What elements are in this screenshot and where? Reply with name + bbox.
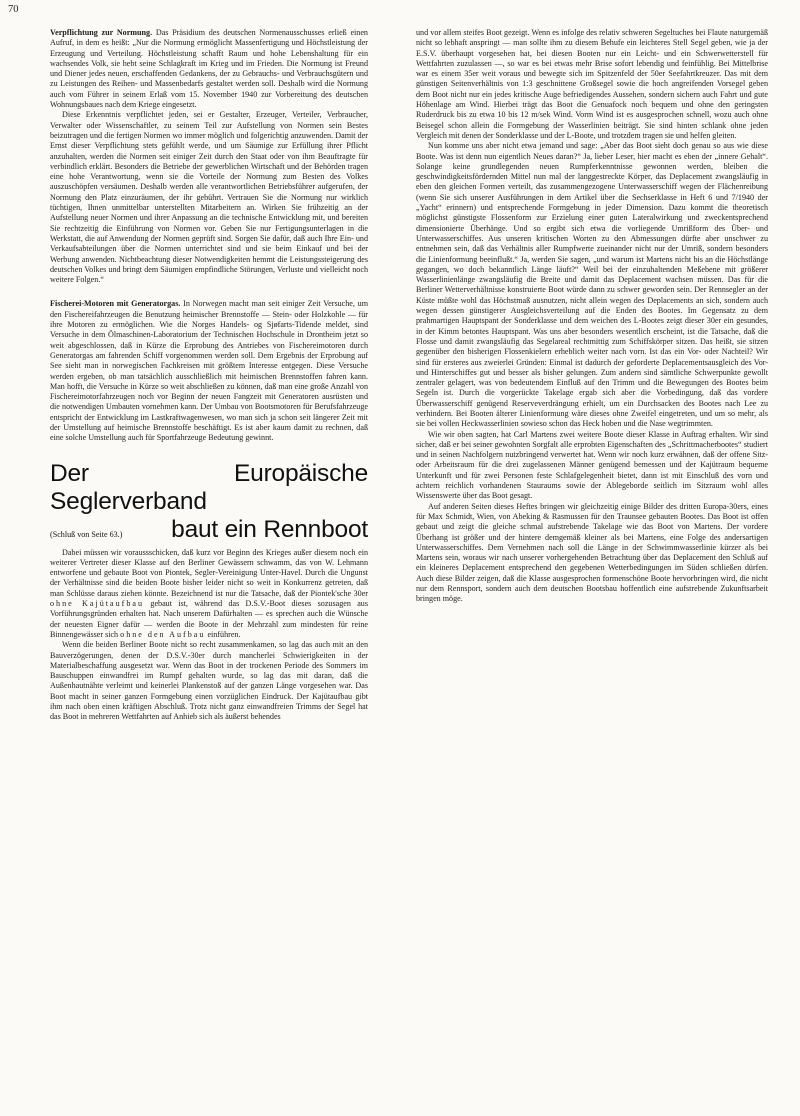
normung-text: Das Präsidium des deutschen Normenausschusses erließ einen Aufruf, in dem es heißt: „Nur die Normung ermöglicht Massenfertigung und Höchstleistung der Erzeugung und Verteilung. Höchstleistung schafft Raum und hohe Lebenshaltung für ein wachsendes Volk, sie hebt seine Schlagkraft im Krieg und im Frieden. Die Normung ist Freund und Diener jedes neuen, erschaffenden Gedankens, der zu Gebrauchs- und Verbrauchsgütern und zu Leistungen des Reihen- und Massenbedarfs gestaltet werden soll. Deshalb wird die Normung auch vom Führer in seinem Erlaß vom 15. November 1940 zur Vorbereitung des deutschen Wohnungsbaues nach dem Kriege eingesetzt. [50, 28, 368, 110]
article-p1-spaced-a: ohne Kajütaufbau [50, 599, 145, 609]
article-paragraph-1 [50, 548, 368, 641]
right-paragraph-4: Auf anderen Seiten dieses Heftes bringen wir gleichzeitig einige Bilder des dritten Europa-30ers, eines für Max Schmidt, Wien, von Abeking & Rasmussen für den Traunsee gebauten Bootes. Das Boot ist offen gebaut und zeigt die gleiche schmal aufstrebende Takelage wie das Boot von Martens. Der vordere Überhang ist größer und der hintere demgemäß kleiner als bei Martens, eine Folge des andersartigen Unterwasserschiffes. Dem Vernehmen nach soll die Länge in der Schwimmwasserlinie kürzer als bei Martens sein, woraus wir nach unserer vorhergehenden Betrachtung über das Deplacement den Schluß auf ein kleineres Deplacement entsprechend den gegebenen Wetterbedingungen im Süden schließen dürfen. Auch diese Bilder zeigen, daß die Klasse ausgesprochen formenschöne Boote hervorbringen wird, die nicht nur dem Rennsport, sondern auch dem deutschen Bootsbau hoffentlich eine aufstrebende Zukunftsarbeit bringen möge. [416, 501, 768, 604]
normung-paragraph-2: Diese Erkenntnis verpflichtet jeden, sei er Gestalter, Erzeuger, Verteiler, Verbraucher, Verwalter oder Wissenschaftler, zu seinem Teil zur Aufstellung von Normen sein Bestes beizutragen und die fertigen Normen wo immer möglich und folgerichtig anzuwenden. Damit der Ernst dieser Verpflichtung stets gefühlt werde, und um Säumige zur Erfüllung ihrer Pflicht anzuhalten, werden die Normen seit einiger Zeit durch den Staat oder von ihm Beauftragte für verbindlich erklärt. Besonders die Betriebe der gewerblichen Wirtschaft und der Behörden tragen eine hohe Verantwortung, wenn sie die Vorteile der Normung zum Besten des Volkes auszuschöpfen versäumen. Deshalb werden alle verantwortlichen Betriebsführer aufgerufen, der Normung den Platz einzuräumen, der ihr gebührt. Vertrauen Sie die Normung nur wirklich tüchtigen, Ihnen unmittelbar unterstellten Mitarbeitern an. Wirken Sie frühzeitig an der Aufstellung neuer Normen und ihrer Anpassung an die technische Entwicklung mit, und bereiten Sie rechtzeitig die Einführung von Normen vor. Geben Sie nur Fertigungsunterlagen in die Werkstatt, die auf Anwendung der Normen geprüft sind. Sorgen Sie dafür, daß auch Ihre Ein- und Verkaufsabteilungen über die Normen unterrichtet sind und sie beim Einkauf und bei der Werbung anwenden. Nichtbeachtung dieser Notwendigkeiten hemmt die Leistungssteigerung des deutschen Volkes und bringt dem Säumigen empfindliche Störungen, Verluste und vielleicht noch weitere Folgen.“ [50, 110, 368, 285]
page-number: 70 [8, 4, 19, 15]
normung-paragraph [50, 28, 368, 110]
right-paragraph-1: und vor allem steifes Boot gezeigt. Wenn es infolge des relativ schweren Segeltuches bei Flaute naturgemäß nicht so lebhaft anspringt — man sollte ihm zu diesem Behufe ein leichteres Stell Segel geben, wie ja der E.S.V. überhaupt vorgesehen hat, bei diesen Booten nur ein Leicht- und ein Schwerwetterstell für Wettfahrten zuzulassen —, so war es bei etwas mehr Brise sofort lebendig und feinfühlig. Bei Mittelbrise war es einem 35er weit voraus und bewegte sich im Spitzenfeld der 50er Seefahrtkreuzer. Das mit dem günstigen Seitenverhältnis von 1:3 geschnittene Großsegel sowie die hoch angreifenden Vorsegel geben dem Boot nicht nur ein jedes kritische Auge befriedigendes Aussehen, sondern sichern auch Fahrt und gute Höhenlage am Wind. Hierbei trägt das Boot die Genuafock noch bequem und ohne den geringsten Ruderdruck bis zu etwa 10 bis 12 m/sek Wind. Vorm Wind ist es ausgesprochen schnell, wozu auch ohne Beisegel schon allein die Formgebung der Wasserlinien beiträgt. Sie sind hinten schlank ohne jeden Vergleich mit denen der Sonderklasse und der L-Boote, und trotzdem tragen sie und helfen gleiten. [416, 28, 768, 140]
continuation-note: (Schluß von Seite 63.) [50, 529, 123, 539]
article-p1-part-c: gebaut ist, während das D.S.V.-Boot dieses sozusagen aus Vorführungsgründen erhalten hat. Nach unserem Dafürhalten — es sprechen auch die Wünsche der neuesten Eigner dafür — werden die Boote in der Mehrzahl zum mindesten für reine Binnengewässer sich [50, 599, 368, 639]
right-paragraph-2: Nun komme uns aber nicht etwa jemand und sage: „Aber das Boot sieht doch genau so aus wie diese Boote. Was ist denn nun eigentlich Neues daran?“ Ja, lieber Leser, hier macht es eben der „innere Gehalt“. Solange keine grundlegenden neuen Rumpferkenntnisse gewonnen werden, bleiben die geschwindigkeitsfördernden Mittel nun mal der langgestreckte Körper, das Deplacement zwangsläufig in eben den gleichen Formen verteilt, das zusammengezogene Unterwasserschiff wegen der Flächenreibung (wenn Sie sich unserer Ausführungen in dem Artikel über die Sechserklasse in Heft 6 und 7/1940 der „Yacht“ erinnern) und entsprechende Formgebung in jeder Dimension. Dazu kommt die theoretisch möglichst günstigste Flossenform zur Erzielung einer guten Lateralwirkung und zweckentsprechend dimensionierte Überhänge. Und so ergibt sich etwa die vorliegende Umrißform des Über- und Unterwasserschiffes. Aus unseren kritischen Worten zu den Abmessungen dürfte aber unschwer zu entnehmen sein, daß das Verhältnis aller Rumpfwerte zueinander nicht nur der Umriß, sondern besonders die Linienformung beeinflußt.“ Ja, werden Sie sagen, „und warum ist Martens nicht bis an die Höchstlänge gegangen, wo doch bekanntlich Länge läuft?“ Weil bei der einzuhaltenden Meßebene mit größerer Wasserlinienlänge zwangsläufig die Breite und damit das Deplacement wachsen müssen. Das für die Berliner Wetterverhältnisse konstruierte Boot würde dann zu schwer geworden sein. Der Rennsegler an der Küste müßte wohl das Höchstmaß ausnutzen, nicht allein wegen des Deplacements an sich, sondern auch wegen dessen günstigerer Ausgleichsverteilung auf die Enden des Bootes. Im Gegensatz zu dem prahmartigen Hauptspant der Sonderklasse und dem weichen des L-Bootes zeigt dieser 30er ein gesundes, in der Kimm betontes Hauptspant. Was uns aber besonders wesentlich erscheint, ist die Tatsache, daß die Flosse und damit zwangsläufig das Segelareal rechtmittig zum Schiffskörper sitzen. Das heißt, sie sitzen gegenüber den bisherigen Flossenkielern erheblich weiter nach vorn. Ist das ein Vor- oder Nachteil? Wir sind für ersteres aus zweierlei Gründen: Einmal ist dadurch der geforderte Deplacementsausgleich des Vor- und Hinterschiffes gut und besser als bisher gelungen. Zum andern sind sämtliche Schwerpunkte gewollt zentraler gelagert, was von bedeutendem Einfluß auf den Trimm und die Bewegungen des Bootes beim Segeln ist. Durch die vorgerückte Takelage ergab sich aber die Vorbedingung, daß das vordere Überwasserschiff genügend Reserveverdrängung erhielt, um ein Durchsacken des Bootes nach Lee zu verhindern. Bei Booten älterer Linienformung wäre dieses ohne Zweifel eingetreten, und um so mehr, als sie bei vollen Heckwasserlinien sowieso schon das Heck hoben und die Nase wegtrimmten. [416, 141, 768, 429]
fischerei-text: In Norwegen macht man seit einiger Zeit Versuche, um den Fischereifahrzeugen die Benutzung heimischer Brennstoffe — Stein- oder Holzkohle — für ihre Motoren zu ermöglichen. Wie die Norges Handels- og Sjøfarts-Tidende meldet, sind Versuche in dem Ölmaschinen-Laboratorium der Technischen Hochschule in Drontheim jetzt so weit abgeschlossen, daß in Kürze die Erprobung des Antriebes von Fischereimotoren durch Generatorgas am fahrenden Schiff vorgenommen werden soll. Dem Ergebnis der Erprobung auf See sieht man in norwegischen Fachkreisen mit größtem Interesse entgegen. Diese Versuche werden ergeben, ob man tatsächlich ausschließlich mit heimischen Brennstoffen fahren kann. Man hofft, die Versuche in Kürze so weit abschließen zu können, daß man eine große Anzahl von Fischereimotorfahrzeugen noch vor Beginn der neuen Fangzeit mit Generatoren ausrüsten und die notwendigen Umbauten vornehmen kann. Der Umbau von Bootsmotoren für Berufsfahrzeuge entspricht der Entwicklung im Lastkraftwagenwesen, wo man sich ja schon seit längerer Zeit mit der Umstellung auf heimische Brennstoffe beschäftigt. Es ist aber kaum damit zu rechnen, daß eine solche Umstellung auch für Sportfahrzeuge Bedeutung gewinnt. [50, 299, 369, 443]
right-paragraph-3: Wie wir oben sagten, hat Carl Martens zwei weitere Boote dieser Klasse in Auftrag erhalten. Wir sind sicher, daß er bei seiner gewohnten Sorgfalt alle erprobten Eigenschaften des „Schrittmacherbootes“ studiert und in seinen Nachfolgern nutzbringend verwertet hat. Wenn wir noch kurz erwähnen, daß der offene Sitz- oder Arbeitsraum für die drei zugelassenen Männer genügend bemessen und der Kajütraum bequeme Unterkunft und für zwei Personen feste Schlafgelegenheit bietet, dann ist mit Einschluß des vorn und achtern reichlich vorhandenen Stauraums sowie der Ablegeborde seitlich im Sitzraum wohl alles Wissenswerte über das Boot gesagt. [416, 429, 768, 501]
right-column [416, 28, 768, 605]
article-p1-spaced-b: ohne den Aufbau [120, 629, 206, 639]
article-headline [50, 460, 368, 544]
headline-line-2: baut ein Rennboot [171, 515, 368, 543]
article-paragraph-2: Wenn die beiden Berliner Boote nicht so recht zusammenkamen, so lag das auch mit an den Bauverzögerungen, denen der D.S.V.-30er durch mancherlei Schwierigkeiten in der Materialbeschaffung ausgesetzt war. Wenn das Boot in der trockenen Periode des Sommers im Bauschuppen einwandfrei im Rumpf gehalten wurde, so lag das mit daran, daß die Außenhautnähte verleimt und keinerlei Plankenstoß auf der ganzen Länge vorgesehen war. Das Boot macht in seiner ganzen Formgebung einen vorzüglichen Eindruck. Der Kajütaufbau gibt ihm nach oben einen kräftigen Abschluß. Trotz nicht ganz einwandfreien Trimms der Segel hat das Boot in mehreren Wettfahrten auf Anhieb sich als äußerst behendes [50, 640, 368, 722]
left-column [50, 28, 368, 723]
headline-line-1: Der Europäische Seglerverband [50, 459, 368, 515]
fischerei-title: Fischerei-Motoren mit Generatorgas. [50, 299, 181, 309]
fischerei-paragraph [50, 299, 368, 443]
headline-row-2 [50, 516, 368, 544]
article-p1-part-e: einführen. [207, 629, 241, 639]
normung-title: Verpflichtung zur Normung. [50, 28, 153, 37]
article-p1-part-a: Dabei müssen wir voraussschicken, daß kurz vor Beginn des Krieges außer diesem noch ein weiterer Vertreter dieser Klasse auf den Berliner Gewässern schwamm, das von W. Lehmann entworfene und gebaute Boot von Piontek, Segler-Vereinigung Unter-Havel. Durch die Ungunst der Verhältnisse sind die beiden Boote bisher leider nicht so weit in Konkurrenz getreten, daß man Schlüsse daraus ziehen könnte. Bezeichnend ist nur die Tatsache, daß der Piontek'sche 30er [50, 547, 368, 598]
